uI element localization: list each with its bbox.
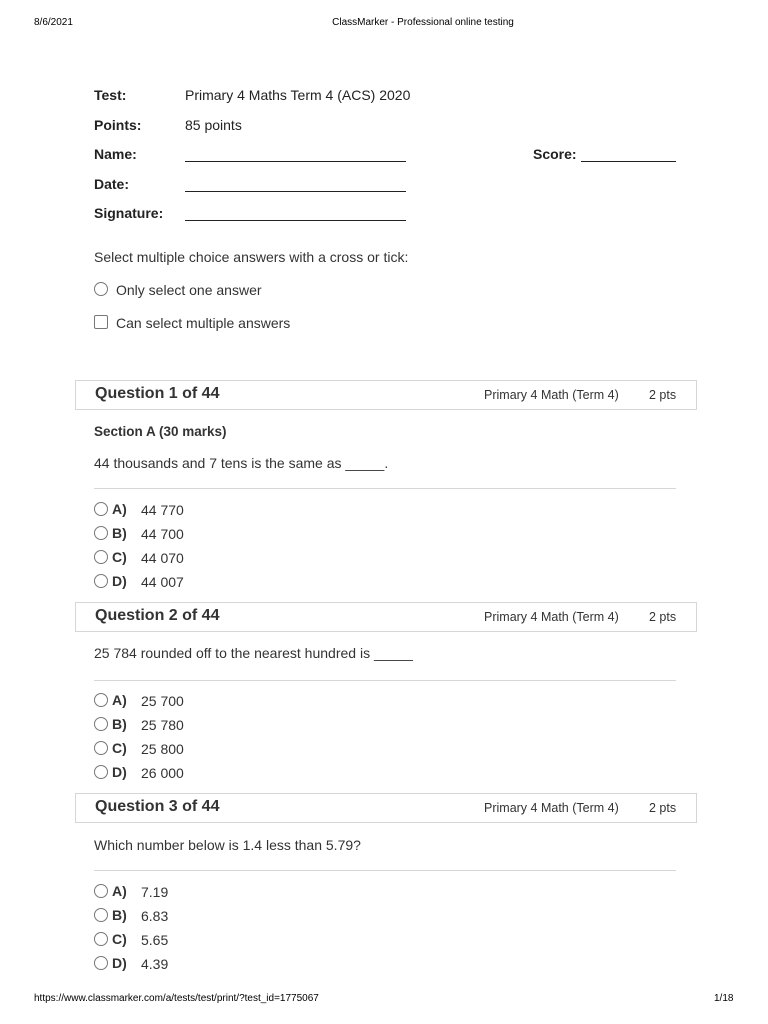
radio-icon[interactable] [94,502,108,516]
print-page-number: 1/18 [714,993,734,1004]
option-text: 7.19 [141,884,169,900]
radio-icon[interactable] [94,526,108,540]
option-text: 5.65 [141,932,169,948]
option-text: 6.83 [141,908,169,924]
option-text: 44 007 [141,574,184,590]
option-text: 44 070 [141,550,184,566]
print-date: 8/6/2021 [34,17,73,28]
question-points: 2 pts [649,388,677,402]
radio-icon[interactable] [94,932,108,946]
option-text: 4.39 [141,956,169,972]
question-points: 2 pts [649,610,677,624]
points-value: 85 points [185,117,242,133]
radio-icon[interactable] [94,741,108,755]
question-title: Question 1 of 44 [95,385,220,402]
test-label: Test: [94,87,127,103]
score-label: Score: [533,146,577,162]
option-letter: D) [112,573,127,589]
section-label: Section A (30 marks) [94,424,227,439]
signature-label: Signature: [94,205,164,221]
radio-icon[interactable] [94,765,108,779]
option-letter: B) [112,525,127,541]
answer-option[interactable] [94,716,394,736]
option-text: 44 700 [141,526,184,542]
question-divider [94,488,676,489]
checkbox-icon [94,315,108,329]
option-letter: B) [112,716,127,732]
answer-option[interactable] [94,573,394,593]
test-value: Primary 4 Maths Term 4 (ACS) 2020 [185,87,411,103]
print-title: ClassMarker - Professional online testing [332,17,514,28]
question-divider [94,680,676,681]
radio-icon[interactable] [94,884,108,898]
question-category: Primary 4 Math (Term 4) [484,388,619,402]
option-text: 25 700 [141,693,184,709]
option-letter: C) [112,740,127,756]
question-category: Primary 4 Math (Term 4) [484,801,619,815]
score-blank-line [581,161,676,162]
radio-icon[interactable] [94,717,108,731]
answer-option[interactable] [94,931,394,951]
question-header [75,380,697,410]
option-letter: D) [112,764,127,780]
answer-option[interactable] [94,907,394,927]
option-letter: C) [112,931,127,947]
question-header [75,793,697,823]
radio-icon[interactable] [94,574,108,588]
question-points: 2 pts [649,801,677,815]
radio-icon [94,282,108,296]
points-label: Points: [94,117,142,133]
question-text: Which number below is 1.4 less than 5.79? [94,837,361,853]
option-text: 25 800 [141,741,184,757]
option-letter: D) [112,955,127,971]
radio-icon[interactable] [94,550,108,564]
answer-option[interactable] [94,955,394,975]
option-text: 26 000 [141,765,184,781]
question-title: Question 2 of 44 [95,607,220,624]
option-letter: A) [112,883,127,899]
answer-option[interactable] [94,525,394,545]
option-letter: A) [112,501,127,517]
date-label: Date: [94,176,130,192]
answer-option[interactable] [94,549,394,569]
name-label: Name: [94,146,137,162]
option-text: 25 780 [141,717,184,733]
option-letter: B) [112,907,127,923]
question-title: Question 3 of 44 [95,798,220,815]
radio-icon[interactable] [94,908,108,922]
print-url: https://www.classmarker.com/a/tests/test/print/?test_id=1775067 [34,993,319,1004]
question-category: Primary 4 Math (Term 4) [484,610,619,624]
question-header [75,602,697,632]
answer-option[interactable] [94,883,394,903]
signature-blank-line [185,220,406,221]
answer-option[interactable] [94,501,394,521]
name-blank-line [185,161,406,162]
radio-icon[interactable] [94,956,108,970]
question-text: 44 thousands and 7 tens is the same as _____. [94,455,389,471]
question-text: 25 784 rounded off to the nearest hundred is _____ [94,645,413,661]
legend-single-label: Only select one answer [116,282,262,298]
radio-icon[interactable] [94,693,108,707]
option-text: 44 770 [141,502,184,518]
instructions-text: Select multiple choice answers with a cross or tick: [94,249,409,265]
option-letter: C) [112,549,127,565]
answer-option[interactable] [94,740,394,760]
question-divider [94,870,676,871]
legend-multiple-label: Can select multiple answers [116,315,291,331]
date-blank-line [185,191,406,192]
answer-option[interactable] [94,764,394,784]
answer-option[interactable] [94,692,394,712]
option-letter: A) [112,692,127,708]
